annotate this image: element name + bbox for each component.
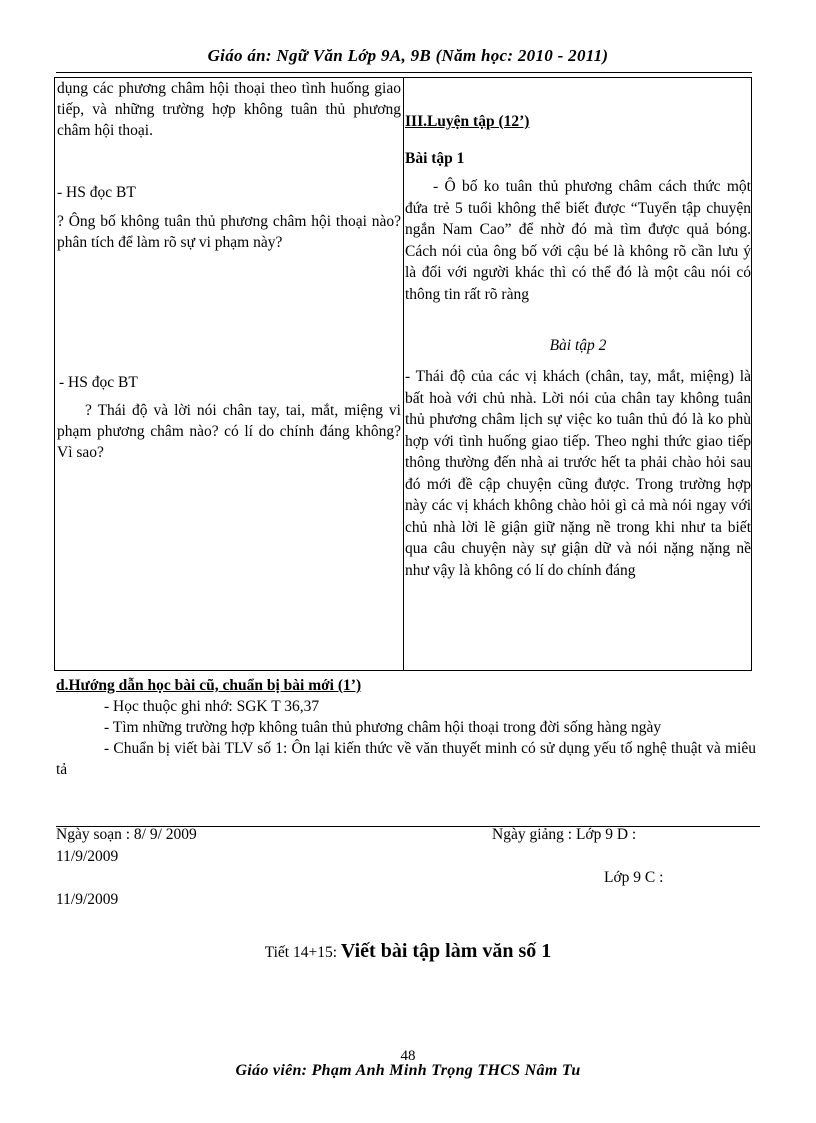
- homework-item: - Chuẩn bị viết bài TLV số 1: Ôn lại kiến thức về văn thuyết minh có sử dụng yếu tố nghệ thuật và miêu tả: [56, 740, 756, 778]
- date-value-1: 11/9/2009: [56, 848, 119, 865]
- left-question-1: ? Ông bố không tuân thủ phương châm hội thoại nào? phân tích để làm rõ sự vi phạm này?: [57, 213, 401, 251]
- left-hs-read-2: - HS đọc BT: [59, 374, 138, 391]
- homework-item: - Học thuộc ghi nhớ: SGK T 36,37: [104, 698, 320, 715]
- column-divider: [403, 78, 404, 670]
- lesson-main-title: Viết bài tập làm văn số 1: [340, 940, 552, 962]
- date-value-2: 11/9/2009: [56, 891, 119, 908]
- section-title: III.Luyện tập (12’): [405, 113, 530, 130]
- exercise-2-title: Bài tập 2: [549, 337, 607, 354]
- lesson-title: [0, 940, 816, 963]
- page-header: Giáo án: Ngữ Văn Lớp 9A, 9B (Năm học: 2010 - 2011): [207, 46, 609, 65]
- exercise-1-text: - Ô bố ko tuân thủ phương châm cách thức một đứa trẻ 5 tuổi không thể biết được “Tuyển tập chuyện ngắn Nam Cao” để nhờ đó mà tìm được quả bóng. Cách nói của ông bố với cậu bé là không rõ cần lưu ý là đối với người khác thì có thể đó là một câu nói có thông tin rất rõ ràng: [405, 178, 751, 303]
- exercise-1-title: Bài tập 1: [405, 150, 465, 167]
- left-intro: dụng các phương châm hội thoại theo tình huống giao tiếp, và những trường hợp không tuân thủ phương châm hội thoại.: [57, 80, 401, 139]
- lesson-table: [54, 77, 752, 671]
- exercise-2-text: - Thái độ của các vị khách (chân, tay, mắt, miệng) là bất hoà với chủ nhà. Lời nói của chân tay không tuân thủ phương châm lịch sự việc ko tuân thủ đó là ko phù hợp với tình huống giao tiếp. Theo nghi thức giao tiếp thông thường đến nhà ai trước hết ta phải chào hỏi sau đó mới đề cập chuyện cũng được. Trong trường hợp này các vị khách không chào hỏi gì cả mà nói ngay với chủ nhà lời lẽ giận giữ nặng nề trong khi như ta biết qua câu chuyện này sự giận dữ và nói nặng nặng nề như vậy là không có lí do chính đáng: [405, 368, 751, 579]
- class-9c-label: Lớp 9 C :: [604, 869, 664, 886]
- left-question-2: ? Thái độ và lời nói chân tay, tai, mắt, miệng vi phạm phương châm nào? có lí do chính đáng không? Vì sao?: [57, 402, 401, 461]
- header-rule: [56, 72, 752, 73]
- homework-section: [56, 675, 756, 780]
- lesson-prefix: Tiết 14+15:: [264, 944, 341, 961]
- page-number: 48: [400, 1048, 416, 1064]
- date-taught: Ngày giảng : Lớp 9 D :: [492, 826, 637, 843]
- homework-item: - Tìm những trường hợp không tuân thủ phương châm hội thoại trong đời sống hàng ngày: [104, 719, 662, 736]
- page-footer: Giáo viên: Phạm Anh Minh Trọng THCS Nâm Tu: [235, 1062, 581, 1079]
- homework-title: d.Hướng dẫn học bài cũ, chuẩn bị bài mới (1’): [56, 677, 362, 694]
- left-hs-read-1: - HS đọc BT: [57, 184, 136, 201]
- date-prepared: Ngày soạn : 8/ 9/ 2009: [56, 826, 197, 843]
